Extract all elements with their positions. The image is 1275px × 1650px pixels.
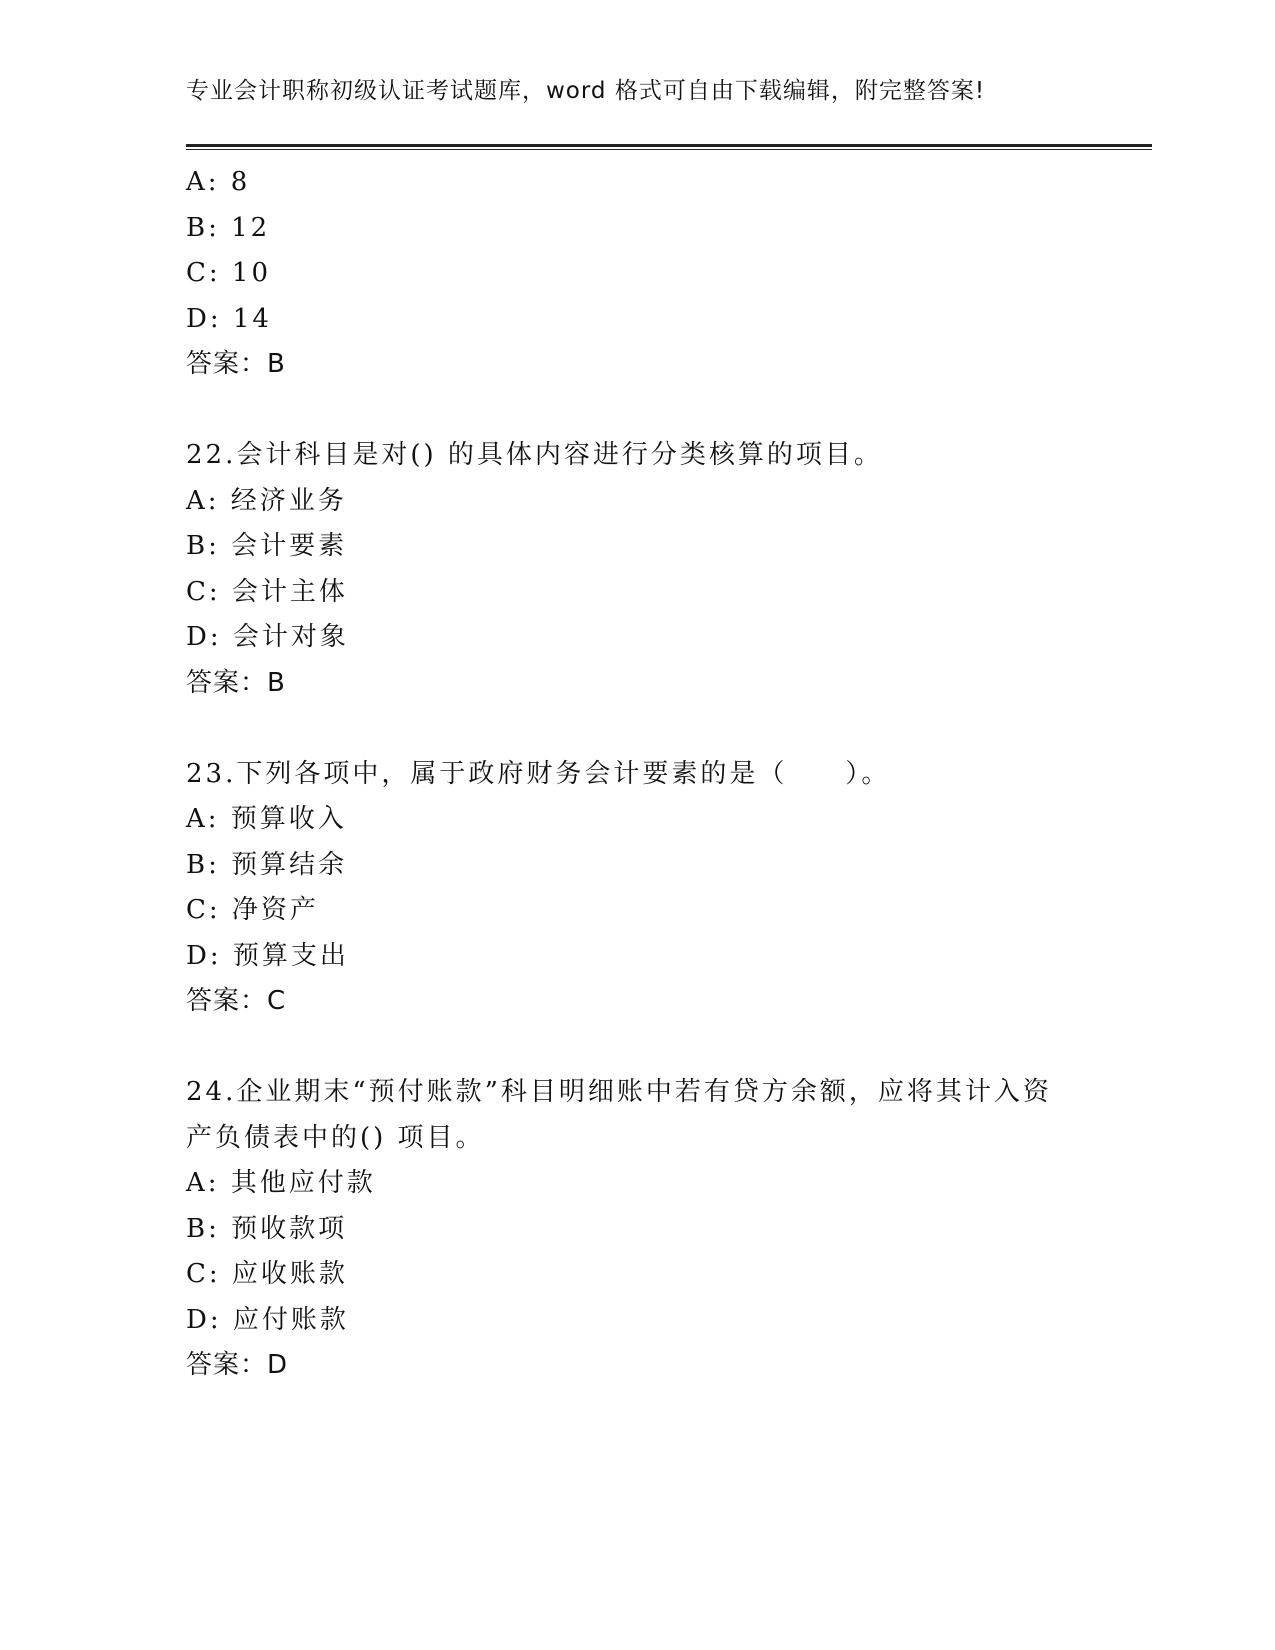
option-c: C: 应收账款 (186, 1259, 348, 1289)
header-rule-thick (186, 144, 1152, 147)
option-d: D: 应付账款 (186, 1304, 349, 1335)
option-a: A: 8 (186, 167, 251, 197)
option-c: C: 10 (186, 258, 272, 288)
option-c: C: 净资产 (186, 895, 319, 925)
answer: 答案：C (186, 986, 287, 1016)
option-b: B: 预算结余 (186, 849, 348, 880)
option-d: D: 14 (186, 303, 272, 334)
answer: 答案：D (186, 1350, 289, 1380)
question-21 (186, 160, 1086, 388)
question-list (186, 160, 1086, 1389)
spacer (186, 388, 1086, 434)
spacer (186, 706, 1086, 752)
question-23 (186, 752, 1086, 1025)
option-d: D: 预算支出 (186, 940, 349, 971)
option-b: B: 12 (186, 212, 271, 243)
answer: 答案：B (186, 349, 286, 379)
answer: 答案：B (186, 667, 286, 698)
question-22 (186, 433, 1086, 706)
question-text: 22.会计科目是对() 的具体内容进行分类核算的项目。 (186, 440, 883, 470)
question-24 (186, 1070, 1086, 1389)
page-header: 专业会计职称初级认证考试题库，word 格式可自由下载编辑，附完整答案! (186, 78, 986, 104)
option-a: A: 其他应付款 (186, 1168, 376, 1198)
option-b: B: 会计要素 (186, 531, 348, 561)
spacer (186, 1025, 1086, 1071)
question-text: 23.下列各项中，属于政府财务会计要素的是（ ）。 (186, 758, 891, 789)
option-b: B: 预收款项 (186, 1213, 348, 1244)
option-d: D: 会计对象 (186, 622, 349, 652)
option-c: C: 会计主体 (186, 576, 348, 607)
option-a: A: 经济业务 (186, 485, 347, 516)
question-text: 24.企业期末“预付账款”科目明细账中若有贷方余额，应将其计入资产负债表中的() 项目。 (186, 1077, 1052, 1153)
header-rule-thin (186, 149, 1152, 150)
option-a: A: 预算收入 (186, 804, 347, 834)
